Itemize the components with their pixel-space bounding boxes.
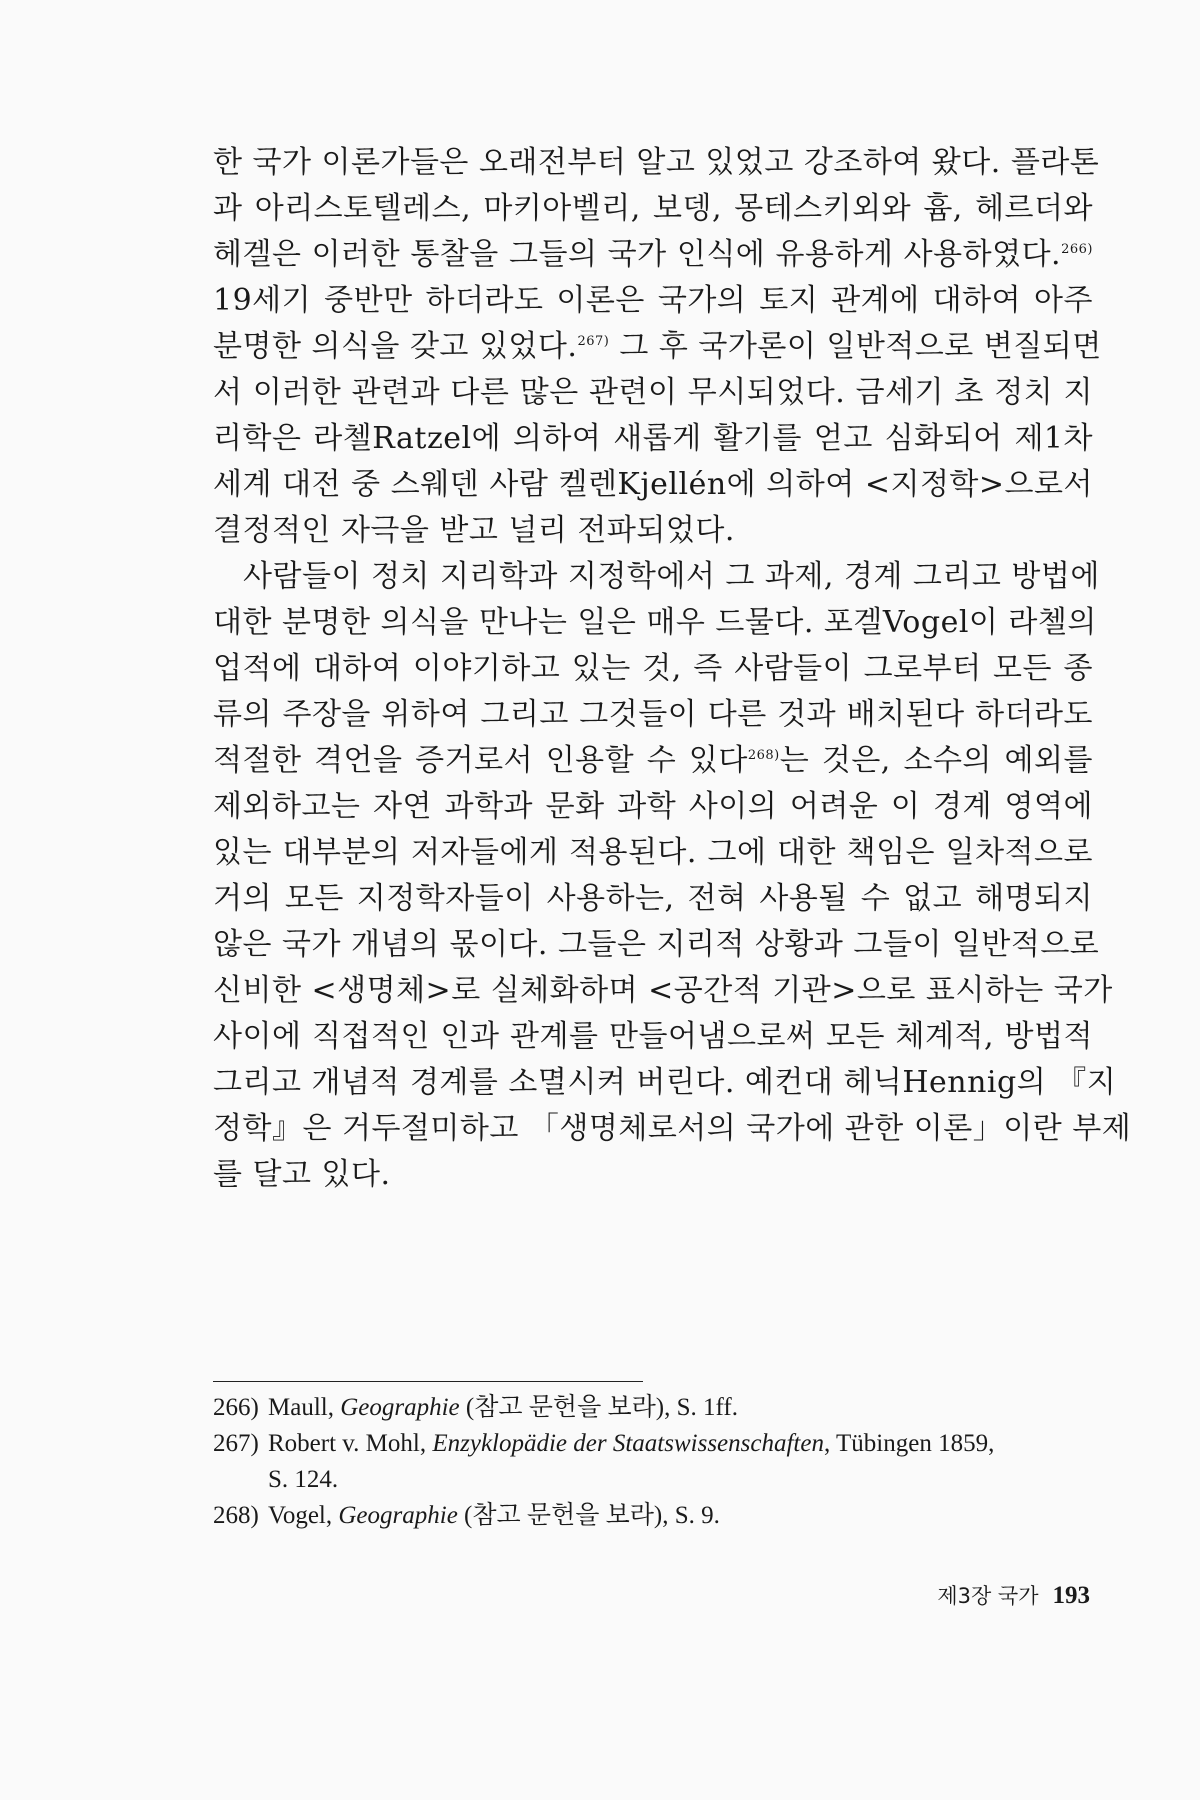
footnote-266: 266) Maull, Geographie (참고 문헌을 보라), S. 1ff. — [213, 1390, 1093, 1426]
footnote-number: 266) — [213, 1394, 259, 1421]
text-line: 결정적인 자극을 받고 널리 전파되었다. — [213, 513, 735, 548]
running-footer-chapter: 제3장 국가 — [937, 1584, 1039, 1608]
text-line: 대한 분명한 의식을 만나는 일은 매우 드물다. 포겔Vogel이 라첼의 — [213, 605, 1097, 640]
footnote-ref-266[interactable]: 266) — [1061, 242, 1093, 257]
footnote-268: 268) Vogel, Geographie (참고 문헌을 보라), S. 9. — [213, 1498, 1093, 1534]
text-line: 정학』은 거두절미하고 「생명체로서의 국가에 관한 이론」이란 부제 — [213, 1111, 1132, 1146]
text-line: 않은 국가 개념의 몫이다. 그들은 지리적 상황과 그들이 일반적으로 — [213, 927, 1100, 962]
cited-title: Enzyklopädie der Staatswissenschaften — [432, 1430, 824, 1457]
footnote-number: 268) — [213, 1502, 259, 1529]
text-line: 있는 대부분의 저자들에게 적용된다. 그에 대한 책임은 일차적으로 — [213, 835, 1093, 870]
page-footer — [937, 1580, 1090, 1610]
text-line: 한 국가 이론가들은 오래전부터 알고 있었고 강조하여 왔다. 플라톤 — [213, 145, 1100, 180]
footnote-number: 267) — [213, 1430, 259, 1457]
text-line: 서 이러한 관련과 다른 많은 관련이 무시되었다. 금세기 초 정치 지 — [213, 375, 1093, 410]
text-line: 그리고 개념적 경계를 소멸시켜 버린다. 예컨대 헤닉Hennig의 『지 — [213, 1065, 1117, 1100]
footnote-267: 267) Robert v. Mohl, Enzyklopädie der Staatswissenschaften, Tübingen 1859, — [213, 1426, 1093, 1462]
cited-title: Geographie — [338, 1502, 458, 1529]
text-line: 과 아리스토텔레스, 마키아벨리, 보뎅, 몽테스키외와 흄, 헤르더와 — [213, 191, 1093, 226]
text-line: 업적에 대하여 이야기하고 있는 것, 즉 사람들이 그로부터 모든 종 — [213, 651, 1093, 686]
text-line: 리학은 라첼Ratzel에 의하여 새롭게 활기를 얻고 심화되어 제1차 — [213, 421, 1093, 456]
text-line: 19세기 중반만 하더라도 이론은 국가의 토지 관계에 대하여 아주 — [213, 283, 1093, 318]
cited-title: Geographie — [340, 1394, 460, 1421]
text-line: 세계 대전 중 스웨덴 사람 켈렌Kjellén에 의하여 <지정학>으로서 — [213, 467, 1093, 502]
text-line: 분명한 의식을 갖고 있었다.$^{267)}$ 그 후 국가론이 일반적으로 변질되면 — [213, 329, 1102, 364]
text-line: 류의 주장을 위하여 그리고 그것들이 다른 것과 배치된다 하더라도 — [213, 697, 1093, 732]
text-line: 거의 모든 지정학자들이 사용하는, 전혀 사용될 수 없고 해명되지 — [213, 881, 1093, 916]
footnotes — [213, 1390, 1093, 1534]
text-line: 신비한 <생명체>로 실체화하며 <공간적 기관>으로 표시하는 국가 — [213, 973, 1113, 1008]
text-line: 헤겔은 이러한 통찰을 그들의 국가 인식에 유용하게 사용하였다.$^{266)}$ — [213, 237, 1093, 272]
footnote-ref-267[interactable]: 267) — [577, 334, 610, 349]
page-number: 193 — [1052, 1582, 1090, 1609]
text-line: 사이에 직접적인 인과 관계를 만들어냄으로써 모든 체계적, 방법적 — [213, 1019, 1093, 1054]
text-line: 적절한 격언을 증거로서 인용할 수 있다$^{268)}$는 것은, 소수의 예외를 — [213, 743, 1093, 778]
body-text — [213, 140, 1132, 1198]
footnote-ref-268[interactable]: 268) — [747, 748, 780, 763]
text-line: 를 달고 있다. — [213, 1157, 391, 1192]
footnote-267-continuation: S. 124. — [268, 1466, 339, 1493]
text-line: 제외하고는 자연 과학과 문화 과학 사이의 어려운 이 경계 영역에 — [213, 789, 1093, 824]
text-line: 사람들이 정치 지리학과 지정학에서 그 과제, 경계 그리고 방법에 — [243, 559, 1100, 594]
footnote-divider — [213, 1381, 643, 1382]
